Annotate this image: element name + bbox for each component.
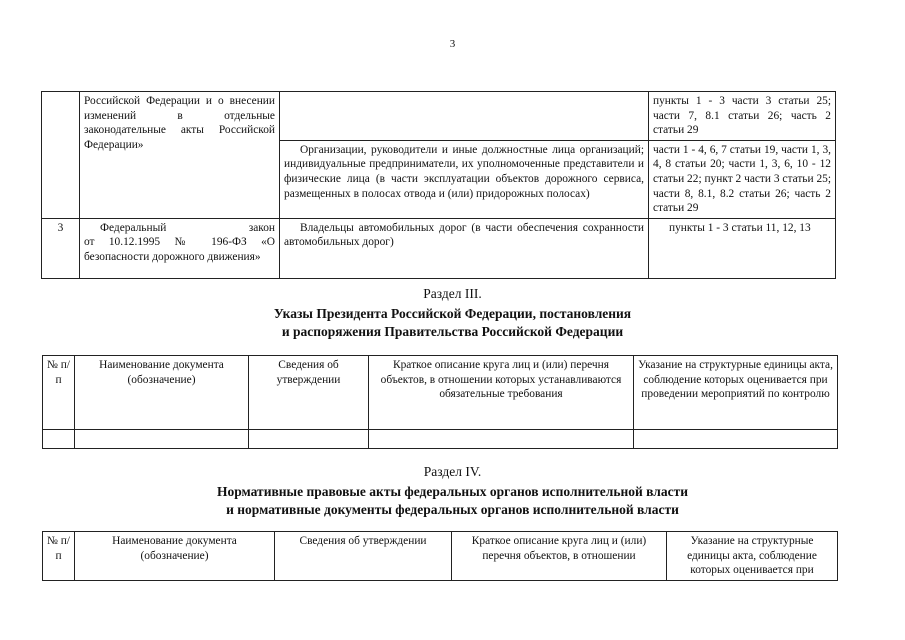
header-number: № п/п	[43, 356, 75, 430]
empty-cell	[249, 430, 369, 449]
subject-cell: Владельцы автомобильных дорог (в части обеспечения сохранности автомобильных дорог)	[280, 218, 649, 278]
structural-units-cell: части 1 - 4, 6, 7 статьи 19, части 1, 3, 4, 8 статьи 20; части 1, 3, 6, 10 - 12 статьи 22; пункт 2 части 3 статьи 25; части 8, 8.1, 8.2 статьи 26; часть 2 статьи 29	[649, 140, 836, 218]
header-structural-units: Указание на структурные единицы акта, соблюдение которых оценивается при	[667, 532, 838, 581]
document-name-cell: Российской Федерации и о внесении изменений в отдельные законодательные акты Российской Федерации»	[80, 92, 280, 219]
page-number: 3	[449, 38, 456, 50]
number-cell: 3	[42, 218, 80, 278]
section-4-table	[42, 531, 838, 581]
section-3-title-line-2: и распоряжения Правительства Российской Федерации	[281, 324, 624, 339]
header-approval: Сведения об утверждении	[275, 532, 452, 581]
header-document-name: Наименование документа (обозначение)	[75, 356, 249, 430]
document-name-cell	[80, 218, 280, 278]
subject-cell	[280, 92, 649, 141]
header-structural-units: Указание на структурные единицы акта, соблюдение которых оценивается при проведении мероприятий по контролю	[634, 356, 838, 430]
table-row	[42, 92, 836, 141]
section-3-label: Раздел III.	[423, 286, 482, 301]
number-cell	[42, 92, 80, 219]
header-document-name: Наименование документа (обозначение)	[75, 532, 275, 581]
subject-cell: Организации, руководители и иные должностные лица организаций; индивидуальные предприниматели, их уполномоченные представители и физические лица (в части эксплуатации объектов дорожного сервиса, размещенных в полосах отвода и (или) придорожных полосах)	[280, 140, 649, 218]
section-4-title-line-2: и нормативные документы федеральных органов исполнительной власти	[226, 502, 679, 517]
section-3-table	[42, 355, 838, 449]
header-description: Краткое описание круга лиц и (или) перечня объектов, в отношении	[452, 532, 667, 581]
table-row	[42, 218, 836, 278]
structural-units-cell: пункты 1 - 3 статьи 11, 12, 13	[649, 218, 836, 278]
structural-units-cell: пункты 1 - 3 части 3 статьи 25; части 7, 8.1 статьи 26; часть 2 статьи 29	[649, 92, 836, 141]
table-row	[43, 430, 838, 449]
header-description: Краткое описание круга лиц и (или) перечня объектов, в отношении которых устанавливаются обязательные требования	[369, 356, 634, 430]
requirements-table-continuation	[41, 91, 836, 279]
empty-cell	[634, 430, 838, 449]
header-number: № п/п	[43, 532, 75, 581]
table-header-row	[43, 356, 838, 430]
empty-cell	[43, 430, 75, 449]
section-4-label: Раздел IV.	[423, 464, 482, 479]
empty-cell	[75, 430, 249, 449]
section-3-title-line-1: Указы Президента Российской Федерации, постановления	[273, 306, 632, 321]
empty-cell	[369, 430, 634, 449]
table-header-row	[43, 532, 838, 581]
document-name-line: Федеральный закон	[100, 221, 275, 234]
section-4-title-line-1: Нормативные правовые акты федеральных органов исполнительной власти	[217, 484, 688, 499]
document-name-rest: от 10.12.1995 № 196-ФЗ «О безопасности дорожного движения»	[84, 236, 275, 263]
header-approval: Сведения об утверждении	[249, 356, 369, 430]
